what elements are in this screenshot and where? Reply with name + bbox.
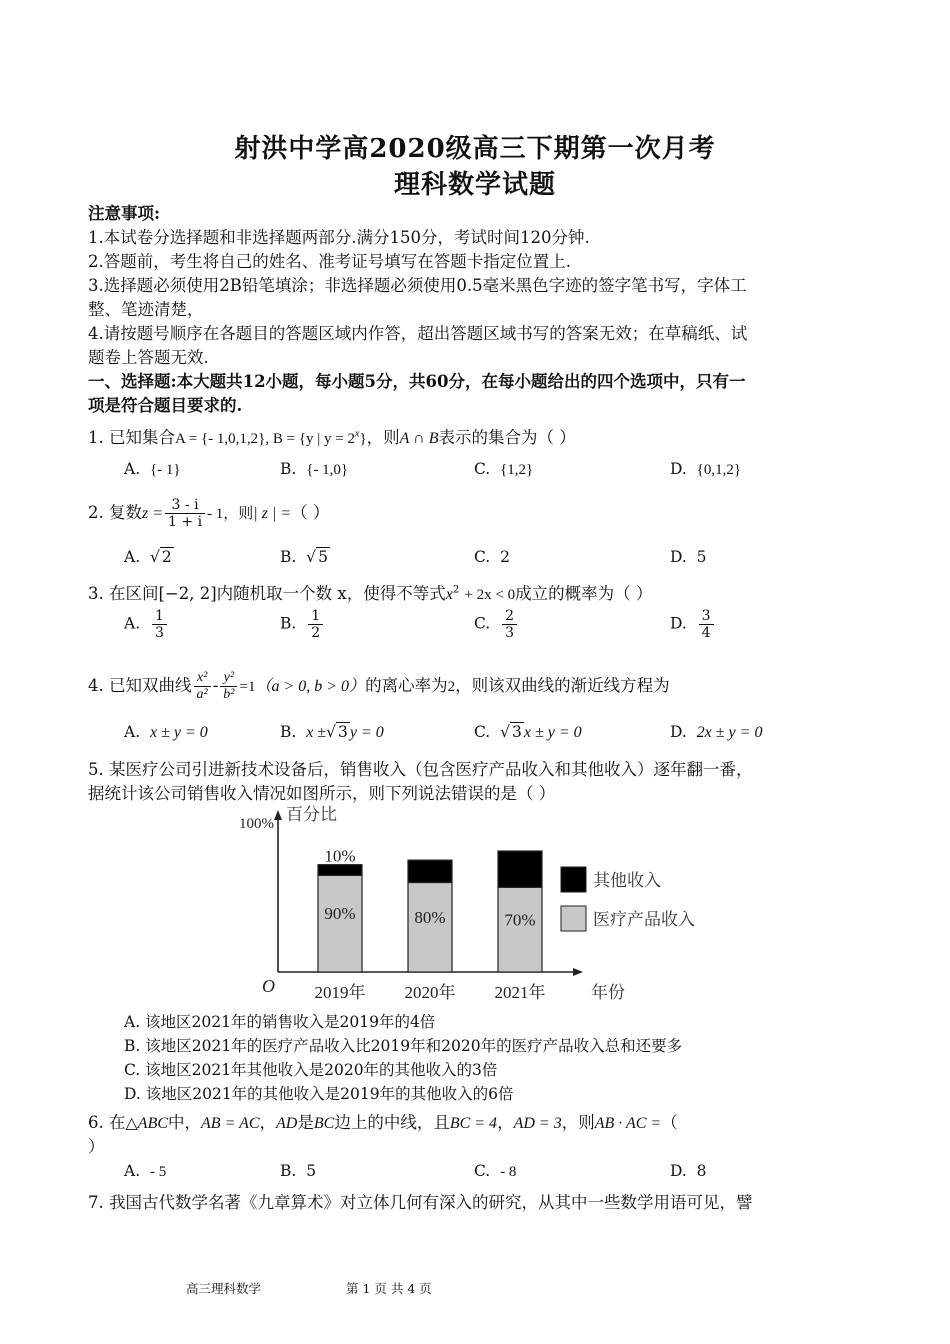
label-medical-2019年: 90% bbox=[324, 903, 356, 923]
note-2: 2.答题前，考生将自己的姓名、准考证号填写在答题卡指定位置上. bbox=[88, 252, 571, 271]
bar-other-2020年 bbox=[408, 860, 452, 882]
q4-option-b[interactable]: B. x ±√ 3 y = 0 bbox=[280, 723, 384, 741]
y-axis-arrow bbox=[274, 810, 282, 820]
q1-set-b-end: } bbox=[359, 431, 367, 447]
note-3b: 整、笔迹清楚， bbox=[88, 300, 204, 319]
q2-tail: - 1，则 bbox=[207, 506, 254, 523]
x-tick-2019年: 2019年 bbox=[314, 983, 366, 1002]
exam-title: 射洪中学高2020级高三下期第一次月考 bbox=[234, 134, 716, 164]
q6-option-a[interactable]: A. - 5 bbox=[124, 1162, 167, 1180]
q1-option-d[interactable]: D. {0,1,2} bbox=[670, 460, 742, 478]
q3-option-b[interactable]: B. $\frac{1}{2}$ bbox=[280, 608, 325, 641]
y-axis-label: 百分比 bbox=[286, 805, 337, 824]
q1-set-b: , B = {y | y = 2 bbox=[265, 431, 355, 447]
bar-other-2019年 bbox=[318, 865, 362, 876]
q2-option-d[interactable]: D. 5 bbox=[670, 548, 707, 566]
q6-eq-ab-ac: AB = AC bbox=[201, 1115, 260, 1132]
bar-other-2021年 bbox=[498, 851, 542, 887]
q2-option-a[interactable]: A. √ 2 bbox=[124, 548, 172, 566]
question-2 bbox=[88, 497, 329, 530]
q2-option-c[interactable]: C. 2 bbox=[474, 548, 510, 566]
q3-prefix: 3. 在区间[−2, 2]内随机取一个数 x，使得不等式 bbox=[88, 584, 446, 603]
label-medical-2020年: 80% bbox=[414, 907, 446, 927]
q4-fraction-x: $\frac{\text{x²}}{\text{a²}}$ bbox=[194, 670, 211, 703]
q1-mid: ，则 bbox=[366, 428, 400, 447]
x-axis-arrow bbox=[573, 968, 583, 976]
q3-exponent: 2 bbox=[452, 584, 460, 596]
legend-swatch-other bbox=[561, 867, 586, 892]
q3-inequality: + 2x < 0 bbox=[464, 587, 516, 603]
q2-z: z = bbox=[142, 505, 164, 523]
y-top-label: 100% bbox=[239, 816, 274, 832]
q2-fraction: $\frac{3 - i}{1 + i}$ bbox=[165, 497, 205, 530]
q5-option-a[interactable]: A. 该地区2021年的销售收入是2019年的4倍 bbox=[124, 1013, 436, 1031]
q2-prefix: 2. 复数 bbox=[88, 503, 142, 523]
legend-label-medical: 医疗产品收入 bbox=[593, 910, 695, 929]
q3-suffix: 成立的概率为（ ） bbox=[515, 584, 653, 603]
q6-option-d[interactable]: D. 8 bbox=[670, 1162, 707, 1180]
q3-x: x bbox=[445, 586, 453, 603]
q1-prefix: 1. 已知集合 bbox=[88, 428, 175, 447]
q1-option-c[interactable]: C. {1,2} bbox=[474, 460, 534, 478]
note-4a: 4.请按题号顺序在各题目的答题区域内作答，超出答题区域书写的答案无效；在草稿纸、试 bbox=[88, 324, 748, 343]
q4-fraction-y: $\frac{\text{y²}}{\text{b²}}$ bbox=[220, 670, 237, 703]
exam-subtitle: 理科数学试题 bbox=[393, 170, 556, 200]
q4-option-a[interactable]: A. x ± y = 0 bbox=[124, 723, 208, 741]
q1-intersection: A ∩ B bbox=[399, 430, 439, 447]
x-tick-2021年: 2021年 bbox=[494, 983, 546, 1002]
sales-chart-svg bbox=[225, 800, 735, 1010]
q1-set-a: A = {- 1,0,1,2} bbox=[175, 431, 266, 447]
q1-option-a[interactable]: A. {- 1} bbox=[124, 460, 181, 478]
q4-prefix: 4. 已知双曲线 bbox=[88, 676, 192, 696]
q3-option-a[interactable]: A. $\frac{1}{3}$ bbox=[124, 608, 169, 641]
section-1-heading-cont: 项是符合题目要求的. bbox=[88, 396, 243, 415]
q6-triangle: △ABC bbox=[125, 1115, 169, 1132]
q4-eccentricity: 2 bbox=[447, 679, 456, 696]
note-3a: 3.选择题必须使用2B铅笔填涂；非选择题必须使用0.5毫米黑色字迹的签字笔书写，字体工 bbox=[88, 276, 747, 295]
sales-chart bbox=[225, 800, 735, 1010]
question-5-line-2: 据统计该公司销售收入情况如图所示，则下列说法错误的是（ ） bbox=[88, 784, 556, 803]
q4-minus: - bbox=[212, 676, 219, 696]
q4-option-d[interactable]: D. 2x ± y = 0 bbox=[670, 723, 763, 741]
note-4b: 题卷上答题无效. bbox=[88, 348, 209, 367]
q4-condition: （a > 0, b > 0） bbox=[255, 678, 366, 696]
q2-abs-z: | z | = bbox=[253, 505, 292, 523]
x-axis-label: 年份 bbox=[591, 983, 625, 1002]
bar-medical-2021年 bbox=[498, 887, 542, 972]
question-4 bbox=[88, 670, 670, 703]
question-6-close: ） bbox=[88, 1137, 105, 1156]
question-6: 6. 在△ABC中，AB = AC，AD是BC边上的中线，且BC = 4，AD = 3，则AB · AC =（ bbox=[88, 1113, 678, 1132]
q5-option-b[interactable]: B. 该地区2021年的医疗产品收入比2019年和2020年的医疗产品收入总和还要多 bbox=[124, 1037, 683, 1055]
q6-dot-product: AB · AC = bbox=[594, 1115, 662, 1132]
question-3 bbox=[88, 580, 652, 604]
label-other-2019年: 10% bbox=[324, 846, 356, 866]
bar-medical-2019年 bbox=[318, 875, 362, 972]
q6-option-b[interactable]: B. 5 bbox=[280, 1162, 317, 1180]
section-1-heading: 一、选择题:本大题共12小题，每小题5分，共60分，在每小题给出的四个选项中，只有一 bbox=[88, 372, 746, 391]
q1-set-b-exponent: x bbox=[355, 428, 360, 440]
legend-label-other: 其他收入 bbox=[593, 871, 661, 890]
question-7-line-1: 7. 我国古代数学名著《九章算术》对立体几何有深入的研究，从其中一些数学用语可见，譬 bbox=[88, 1193, 753, 1212]
q2-option-b[interactable]: B. √ 5 bbox=[280, 548, 328, 566]
notes-heading: 注意事项: bbox=[88, 204, 161, 223]
q3-option-d[interactable]: D. $\frac{3}{4}$ bbox=[670, 608, 716, 641]
q1-suffix: 表示的集合为（ ） bbox=[438, 428, 576, 447]
x-tick-2020年: 2020年 bbox=[404, 983, 456, 1002]
q4-option-c[interactable]: C. √ 3 x ± y = 0 bbox=[474, 723, 582, 741]
origin-label: O bbox=[262, 976, 275, 996]
q6-option-c[interactable]: C. - 8 bbox=[474, 1162, 517, 1180]
footer-subject: 高三理科数学 bbox=[186, 1281, 262, 1296]
q2-suffix: （ ） bbox=[291, 503, 330, 523]
q5-option-c[interactable]: C. 该地区2021年其他收入是2020年的其他收入的3倍 bbox=[124, 1061, 498, 1079]
q5-option-d[interactable]: D. 该地区2021年的其他收入是2019年的其他收入的6倍 bbox=[124, 1085, 514, 1103]
question-1 bbox=[88, 424, 576, 448]
q3-option-c[interactable]: C. $\frac{2}{3}$ bbox=[474, 608, 519, 641]
question-5-line-1: 5. 某医疗公司引进新技术设备后，销售收入（包含医疗产品收入和其他收入）逐年翻一番， bbox=[88, 760, 753, 779]
q4-suffix: ，则该双曲线的渐近线方程为 bbox=[455, 676, 670, 696]
note-1: 1.本试卷分选择题和非选择题两部分.满分150分，考试时间120分钟. bbox=[88, 228, 590, 247]
label-medical-2021年: 70% bbox=[504, 910, 536, 930]
q1-option-b[interactable]: B. {- 1,0} bbox=[280, 460, 349, 478]
q4-equals: =1 bbox=[239, 679, 256, 696]
q4-mid: 的离心率为 bbox=[365, 676, 448, 696]
bar-medical-2020年 bbox=[408, 882, 452, 972]
legend-swatch-medical bbox=[561, 906, 586, 931]
footer-page-number: 第 1 页 共 4 页 bbox=[346, 1281, 432, 1296]
